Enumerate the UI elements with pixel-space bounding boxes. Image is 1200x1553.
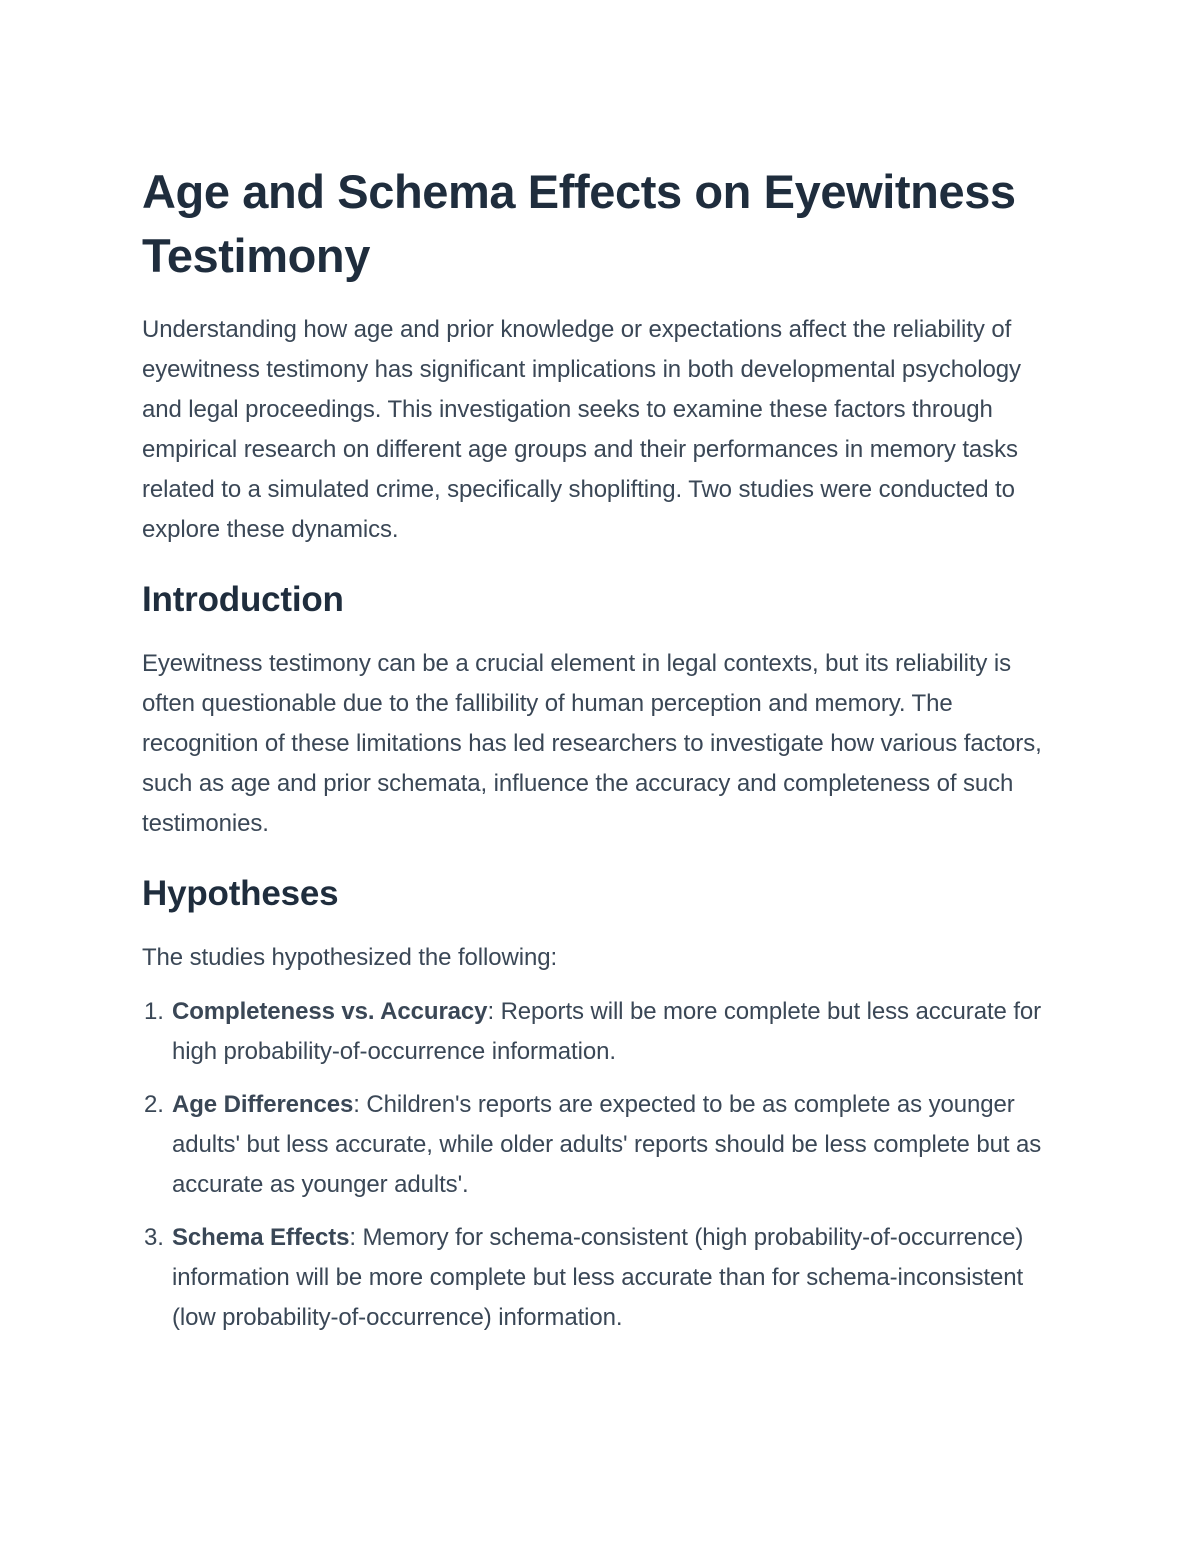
list-item-term: Completeness vs. Accuracy — [172, 998, 488, 1025]
list-item-term: Age Differences — [172, 1091, 354, 1118]
section-heading-hypotheses: Hypotheses — [142, 874, 339, 913]
document-page — [142, 160, 1054, 1351]
document-title: Age and Schema Effects on Eyewitness Testimony — [142, 165, 1016, 282]
list-item-text: : Reports will be more complete but less accurate for high probability-of-occurrence information. — [172, 998, 1042, 1065]
list-item — [142, 1085, 1054, 1205]
list-item-number: 2. — [144, 1091, 164, 1118]
hypotheses-lead: The studies hypothesized the following: — [142, 944, 558, 971]
intro-paragraph: Understanding how age and prior knowledge or expectations affect the reliability of eyewitness testimony has significant implications in both developmental psychology and legal proceedings. This investigation seeks to examine these factors through empirical research on different age groups and their performances in memory tasks related to a simulated crime, specifically shoplifting. Two studies were conducted to explore these dynamics. — [142, 316, 1021, 543]
list-item — [142, 992, 1054, 1072]
list-item — [142, 1218, 1054, 1338]
section-heading-introduction: Introduction — [142, 580, 344, 619]
list-item-text: : Memory for schema-consistent (high probability-of-occurrence) information will be more complete but less accurate than for schema-inconsistent (low probability-of-occurrence) information. — [172, 1224, 1024, 1331]
hypotheses-list — [142, 992, 1054, 1338]
introduction-body: Eyewitness testimony can be a crucial element in legal contexts, but its reliability is often questionable due to the fallibility of human perception and memory. The recognition of these limitations has led researchers to investigate how various factors, such as age and prior schemata, influence the accuracy and completeness of such testimonies. — [142, 650, 1042, 837]
list-item-number: 3. — [144, 1224, 164, 1251]
list-item-term: Schema Effects — [172, 1224, 350, 1251]
list-item-text: : Children's reports are expected to be as complete as younger adults' but less accurate, while older adults' reports should be less complete but as accurate as younger adults'. — [172, 1091, 1042, 1198]
list-item-number: 1. — [144, 998, 164, 1025]
